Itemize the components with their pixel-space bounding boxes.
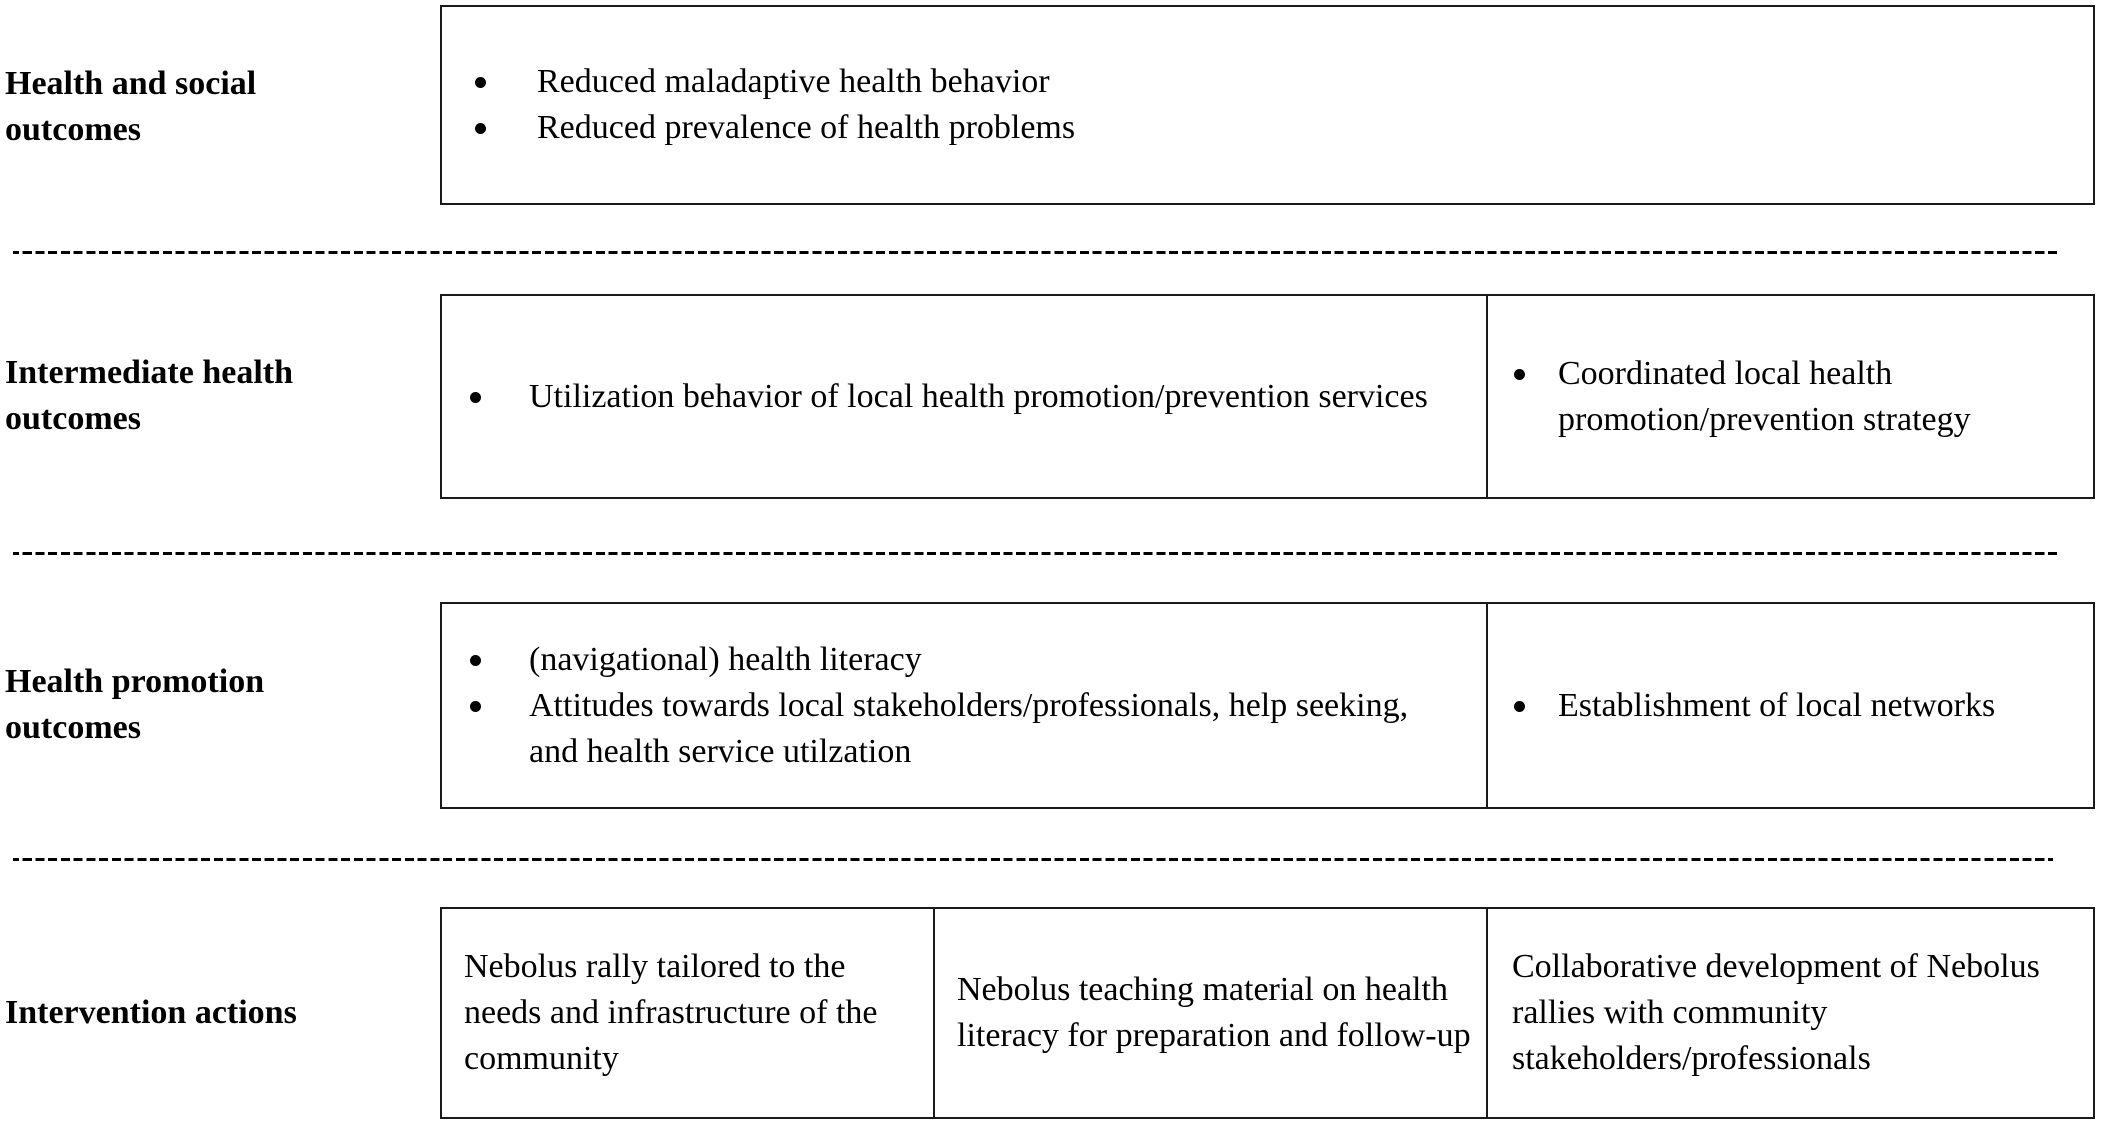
level-label-line1: Intervention actions bbox=[5, 994, 297, 1031]
cell-text: Nebolus teaching material on health literacy for preparation and follow-up bbox=[957, 971, 1471, 1054]
level-separator bbox=[13, 552, 2060, 555]
bullet-icon bbox=[1514, 701, 1525, 712]
level-label-intervention-actions bbox=[5, 958, 405, 1068]
box-health-promotion-outcomes bbox=[440, 602, 2095, 809]
level-label-line1: Health promotion bbox=[5, 663, 265, 700]
level-label-health-social-outcomes bbox=[5, 52, 405, 162]
level-separator bbox=[13, 858, 2053, 861]
bullet-list bbox=[537, 59, 1075, 151]
bullet-list bbox=[1558, 683, 1995, 729]
level-label-line2: outcomes bbox=[5, 400, 141, 437]
level-separator bbox=[13, 251, 2060, 254]
bullet-list bbox=[529, 374, 1428, 420]
bullet-text: Coordinated local health promotion/prevention strategy bbox=[1558, 354, 1971, 438]
cell-health-literacy-attitudes bbox=[442, 604, 1486, 807]
bullet-icon bbox=[470, 701, 481, 712]
box-intervention-actions bbox=[440, 907, 2095, 1119]
bullet-icon bbox=[470, 655, 481, 666]
bullet-list bbox=[1558, 351, 2073, 443]
bullet-text: Reduced prevalence of health problems bbox=[537, 109, 1076, 146]
bullet-item bbox=[529, 374, 1428, 420]
cell-coordinated-strategy bbox=[1486, 296, 2093, 497]
bullet-text: Utilization behavior of local health promotion/prevention services bbox=[529, 377, 1428, 415]
cell-nebolus-teaching-material bbox=[933, 909, 1486, 1117]
cell-collaborative-development bbox=[1486, 909, 2093, 1117]
cell-text: Nebolus rally tailored to the needs and infrastructure of the community bbox=[464, 948, 878, 1077]
level-label-line2: outcomes bbox=[5, 709, 141, 746]
bullet-icon bbox=[1514, 369, 1525, 380]
bullet-text: Reduced maladaptive health behavior bbox=[537, 63, 1050, 100]
cell-nebolus-rally bbox=[442, 909, 933, 1117]
bullet-text: Establishment of local networks bbox=[1558, 686, 1996, 724]
bullet-item bbox=[1558, 351, 2073, 443]
cell-utilization-behavior bbox=[442, 296, 1486, 497]
bullet-item bbox=[529, 683, 1456, 775]
level-label-line2: outcomes bbox=[5, 111, 141, 148]
box-intermediate-health-outcomes bbox=[440, 294, 2095, 499]
bullet-icon bbox=[475, 77, 486, 88]
level-label-line1: Intermediate health bbox=[5, 354, 294, 391]
level-label-health-promotion-outcomes bbox=[5, 650, 405, 760]
cell-local-networks bbox=[1486, 604, 2093, 807]
bullet-list bbox=[529, 637, 1456, 775]
bullet-icon bbox=[475, 123, 486, 134]
bullet-item bbox=[537, 105, 1075, 151]
cell-text: Collaborative development of Nebolus rallies with community stakeholders/professionals bbox=[1512, 948, 2040, 1077]
cell-health-social-outcomes bbox=[442, 7, 2093, 203]
box-health-social-outcomes bbox=[440, 5, 2095, 205]
bullet-text: (navigational) health literacy bbox=[529, 640, 922, 678]
bullet-icon bbox=[470, 392, 481, 403]
bullet-item bbox=[537, 59, 1075, 105]
bullet-item bbox=[1558, 683, 1995, 729]
bullet-text: Attitudes towards local stakeholders/professionals, help seeking, and health service utilzation bbox=[529, 686, 1409, 770]
bullet-item bbox=[529, 637, 1456, 683]
level-label-intermediate-health-outcomes bbox=[5, 341, 405, 451]
level-label-line1: Health and social bbox=[5, 65, 257, 102]
